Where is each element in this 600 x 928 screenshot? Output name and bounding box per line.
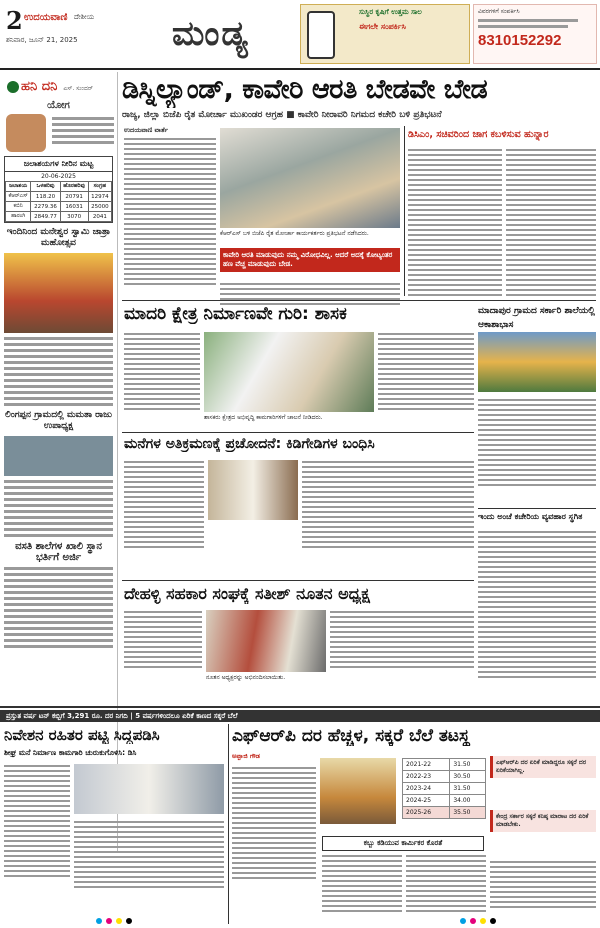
ad-phone: 8310152292 (478, 32, 562, 49)
table-row (6, 192, 112, 202)
reservoir-table (4, 156, 113, 223)
yoga-feature (4, 100, 113, 152)
table-header: ಒಳಹರಿವು (31, 182, 60, 192)
banner-strip: ಪ್ರಸ್ತುತ ವರ್ಷ ಟನ್ ಕಬ್ಬಿಗೆ 3,291 ರೂ. ದರ ನಿಗದಿ | 5 ವರ್ಷಗಳಿಂದಲೂ ಏರಿಕೆ ಕಾಣದ ಸಕ್ಕರೆ ಬೆಲೆ (0, 710, 600, 722)
table-row (403, 759, 486, 771)
table-cell: 25000 (88, 202, 111, 212)
story-headline: ಇಂದು ಅಂಚೆ ಕಚೇರಿಯ ವ್ಯವಹಾರ ಸ್ಥಗಿತ (478, 512, 583, 521)
table-cell: 2849.77 (31, 212, 60, 222)
brand-label: ಹನಿ ದನಿ (21, 79, 58, 94)
story-headline: ಮಾದಾಪುರ ಗ್ರಾಮದ ಸರ್ಕಾರಿ ಶಾಲೆಯಲ್ಲಿ ಆಕಾಶಾಭಾಸ (478, 306, 595, 330)
group-photo (206, 610, 326, 672)
side-headline: ಡಿಸಿಎಂ, ಸಚಿವರಿಂದ ಜಾಗ ಕಬಳಿಸುವ ಹುನ್ನಾರ (408, 129, 549, 140)
ad-line: ಸುಸ್ಥಿರ ಕೃಷಿಗೆ ಉತ್ತಮ ಸಾಲ (359, 8, 422, 16)
table-cell: 2022-23 (403, 771, 450, 783)
table-cell: 2025-26 (403, 807, 450, 819)
table-cell: ಹಾರಂಗಿ (6, 212, 31, 222)
table-row (403, 807, 486, 819)
table-cell: ಕೆಆರ್‌ಎಸ್ (6, 192, 31, 202)
table-row (403, 771, 486, 783)
table-header: ಜಲಾಶಯ (6, 182, 31, 192)
paper-name: ಉದಯವಾಣಿ (24, 12, 68, 23)
byline: ಅಪ್ಪಾಜಿ ಗೌಡ (232, 752, 260, 760)
police-photo (208, 460, 298, 520)
table-cell: 31.50 (450, 759, 486, 771)
lead-body (124, 126, 216, 288)
reservoir-date: 20-06-2025 (41, 173, 76, 180)
yoga-title: ಯೋಗ (47, 100, 70, 111)
table-header: ಸಂಗ್ರಹ (88, 182, 111, 192)
table-row (6, 202, 112, 212)
meeting-photo (74, 764, 224, 814)
section-title: ಮಂಡ್ಯ (172, 14, 250, 54)
ad-line: ಈಗಲೇ ಸಂಪರ್ಕಿಸಿ (359, 22, 406, 31)
lead-headline: ಡಿಸ್ನಿಲ್ಯಾಂಡ್, ಕಾವೇರಿ ಆರತಿ ಬೇಡವೇ ಬೇಡ (122, 74, 488, 105)
table-cell: 35.50 (450, 807, 486, 819)
table-cell: 2279.36 (31, 202, 60, 212)
story-headline: ಲಿಂಗಪ್ಪನ ಗ್ರಾಮದಲ್ಲಿ ಮಮತಾ ರಾಜು ಉಪಾಧ್ಯಕ್ಷ (5, 410, 112, 431)
event-photo (204, 332, 374, 412)
protest-photo (220, 128, 400, 228)
table-cell: 2021-22 (403, 759, 450, 771)
yoga-photo (6, 114, 46, 152)
pull-quote: ಕಾವೇರಿ ಆರತಿ ಮಾಡುವುದು ನಮ್ಮ ವಿರೋಧವಿಲ್ಲ. ಆದರೆ ಅದಕ್ಕೆ ಕೋಟ್ಯಂತರ ಹಣ ವೆಚ್ಚ ಮಾಡುವುದು ಬೇಡ. (220, 248, 400, 272)
factory-photo (320, 758, 396, 824)
table-row (403, 783, 486, 795)
story-subhead: ಶೀಘ್ರ ಮನೆ ನಿರ್ಮಾಣ ಕಾಮಗಾರಿ ಚುರುಕುಗೊಳಿಸಿ: ಡಿಸಿ (4, 748, 137, 757)
reservoir-title: ಜಲಾಶಯಗಳ ನೀರಿನ ಮಟ್ಟ (5, 157, 112, 172)
table-row (6, 212, 112, 222)
table-header: ಹೊರಹರಿವು (60, 182, 88, 192)
masthead (0, 0, 600, 70)
phone-icon (307, 11, 335, 59)
photo-caption: ಶಾಸಕರು ಕ್ಷೇತ್ರದ ಅಭಿವೃದ್ಧಿ ಕಾಮಗಾರಿಗಳಿಗೆ ಚಾಲನೆ ನೀಡಿದರು. (204, 414, 323, 421)
table-cell: 2024-25 (403, 795, 450, 807)
ad-banner-loan (300, 4, 470, 64)
ad-banner-contact (473, 4, 597, 64)
story-headline: ಮನೆಗಳ ಅತಿಕ್ರಮಣಕ್ಕೆ ಪ್ರಚೋದನೆ: ಕಿಡಿಗೇಡಿಗಳ ಬಂಧಿಸಿ (124, 436, 375, 452)
photo (4, 436, 113, 476)
table-cell: 34.00 (450, 795, 486, 807)
brand-author: ಎಸ್. ಸುಂದರ್ (63, 85, 93, 92)
story-headline: ಎಫ್ಆರ್‌ಪಿ ದರ ಹೆಚ್ಚಳ, ಸಕ್ಕರೆ ಬೆಲೆ ತಟಸ್ಥ (232, 726, 470, 746)
story-headline: ಇಂದಿನಿಂದ ಮನೇಶ್ವರ ಸ್ವಾಮಿ ಜಾತ್ರಾ ಮಹೋತ್ಸವ (6, 227, 111, 248)
lead-subhead: ರಾಜ್ಯ, ಜಿಲ್ಲಾ ಬಿಜೆಪಿ ರೈತ ಮೋರ್ಚಾ ಮುಖಂಡರ ಆಗ್ರಹ ■ ಕಾವೇರಿ ನೀರಾವರಿ ನಿಗಮದ ಕಚೇರಿ ಬಳಿ ಪ್ರತಿಭಟನೆ (122, 110, 442, 120)
story-headline: ವಸತಿ ಶಾಲೆಗಳ ಖಾಲಿ ಸ್ಥಾನ ಭರ್ತಿಗೆ ಅರ್ಜಿ (15, 541, 102, 563)
table-row (403, 795, 486, 807)
school-photo (478, 332, 596, 392)
dateline: ಶನಿವಾರ, ಜೂನ್ 21, 2025 (6, 36, 78, 44)
table-cell: 12974 (88, 192, 111, 202)
table-cell: 31.50 (450, 783, 486, 795)
table-cell: 16031 (60, 202, 88, 212)
table-cell: ಕಬಿನಿ (6, 202, 31, 212)
brand-icon (7, 81, 19, 93)
table-cell: 30.50 (450, 771, 486, 783)
paper-edition: ದೇಶೀಯ (74, 13, 95, 21)
sub-headline-box: ಕಬ್ಬು ಕಡಿಯುವ ಕಾರ್ಮಿಕರ ಕೊರತೆ (322, 836, 484, 851)
photo-caption: ಕೆಆರ್‌ಎಸ್ ಬಳಿ ಬಿಜೆಪಿ ರೈತ ಮೋರ್ಚಾ ಕಾರ್ಯಕರ್ತರು ಪ್ರತಿಭಟನೆ ನಡೆಸಿದರು. (220, 230, 369, 237)
table-cell: 2041 (88, 212, 111, 222)
byline: ಉದಯವಾಣಿ ವಾರ್ತೆ (124, 126, 169, 134)
story-headline: ಮಾದರಿ ಕ್ಷೇತ್ರ ನಿರ್ಮಾಣವೇ ಗುರಿ: ಶಾಸಕ (124, 304, 347, 324)
callout-note: ಎಫ್ಆರ್‌ಪಿ ದರ ಏರಿಕೆ ಮಾಡಿದ್ದರೂ ಸಕ್ಕರೆ ದರ ಏರಿಕೆಯಾಗಿಲ್ಲ. (490, 756, 596, 778)
story-headline: ನಿವೇಶನ ರಹಿತರ ಪಟ್ಟಿ ಸಿದ್ಧಪಡಿಸಿ (4, 726, 160, 744)
table-cell: 118.20 (31, 192, 60, 202)
photo-caption: ನೂತನ ಅಧ್ಯಕ್ಷರನ್ನು ಅಭಿನಂದಿಸಲಾಯಿತು. (206, 674, 286, 681)
page-number: 2 (6, 6, 23, 35)
table-cell: 20791 (60, 192, 88, 202)
column-brand (4, 76, 113, 96)
temple-photo (4, 253, 113, 333)
table-cell: 2023-24 (403, 783, 450, 795)
callout-note: ಕೇಂದ್ರ ಸರ್ಕಾರ ಸಕ್ಕರೆ ಕನಿಷ್ಠ ಮಾರಾಟ ದರ ಏರಿಕೆ ಮಾಡಬೇಕು. (490, 810, 596, 832)
bottom-section (0, 706, 600, 928)
story-headline: ದೇಹಳ್ಳಿ ಸಹಕಾರ ಸಂಘಕ್ಕೆ ಸತೀಶ್ ನೂತನ ಅಧ್ಯಕ್ಷ (124, 584, 370, 603)
frp-table (402, 758, 486, 819)
ad-line: ವಿವರಗಳಿಗೆ ಸಂಪರ್ಕಿಸಿ (478, 8, 520, 15)
table-cell: 3070 (60, 212, 88, 222)
